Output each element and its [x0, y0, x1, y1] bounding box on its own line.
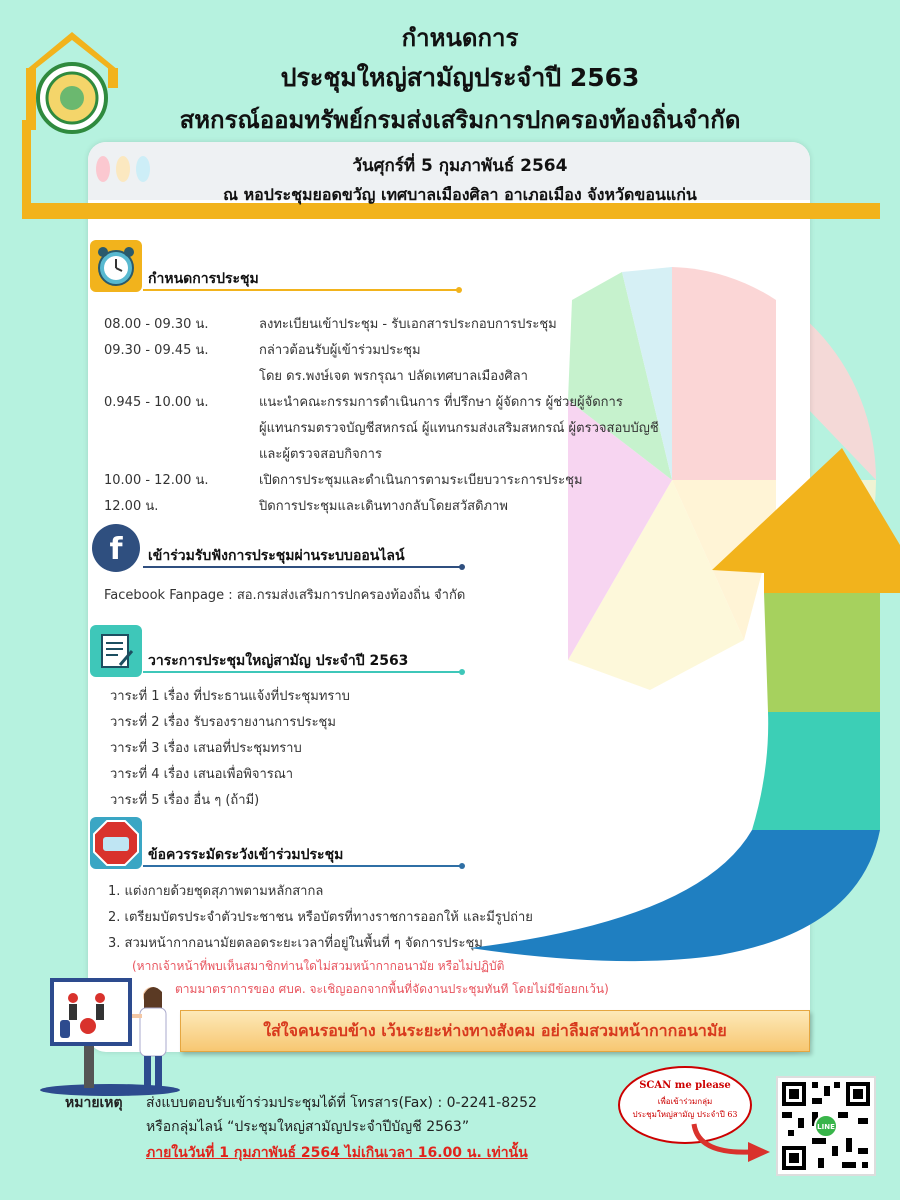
doctor-sign-illustration	[40, 976, 180, 1096]
footer-line-group: หรือกลุ่มไลน์ “ประชุมใหญ่สามัญประจำปีบัญชี 2563”	[146, 1119, 470, 1135]
schedule-row: 12.00 น. ปิดการประชุมและเดินทางกลับโดยสวัสดิภาพ	[104, 499, 508, 514]
line-group-qr-code[interactable]	[776, 1076, 876, 1176]
title-line-2: ประชุมใหญ่สามัญประจำปี 2563	[280, 63, 640, 92]
agenda-item: วาระที่ 3 เรื่อง เสนอที่ประชุมทราบ	[110, 741, 302, 756]
schedule-row: 10.00 - 12.00 น. เปิดการประชุมและดำเนินการตามระเบียบวาระการประชุม	[104, 473, 583, 488]
meeting-venue: ณ หอประชุมยอดขวัญ เทศบาลเมืองศิลา อาเภอเมือง จังหวัดขอนแก่น	[223, 185, 697, 204]
scan-sub-2: ประชุมใหญ่สามัญ ประจำปี 63	[632, 1110, 738, 1119]
schedule-row: โดย ดร.พงษ์เจต พรกรุณา ปลัดเทศบาลเมืองศิลา	[259, 369, 528, 384]
schedule-row: 08.00 - 09.30 น. ลงทะเบียนเข้าประชุม - รับเอกสารประกอบการประชุม	[104, 317, 557, 332]
arrow-to-qr-icon	[690, 1120, 780, 1170]
caution-item: 2. เตรียมบัตรประจำตัวประชาชน หรือบัตรที่ทางราชการออกให้ และมีรูปถ่าย	[108, 910, 533, 925]
agenda-item: วาระที่ 4 เรื่อง เสนอเพื่อพิจารณา	[110, 767, 294, 782]
schedule-row: และผู้ตรวจสอบกิจการ	[259, 447, 382, 462]
schedule-title: กำหนดการประชุม	[148, 271, 259, 287]
warning-line-1: (หากเจ้าหน้าที่พบเห็นสมาชิกท่านใดไม่สวมหน้ากากอนามัย หรือไม่ปฏิบัติ	[132, 959, 505, 973]
scan-sub-1: เพื่อเข้าร่วมกลุ่ม	[657, 1097, 713, 1106]
online-title: เข้าร่วมรับฟังการประชุมผ่านระบบออนไลน์	[148, 548, 405, 564]
meeting-date: วันศุกร์ที่ 5 กุมภาพันธ์ 2564	[352, 156, 568, 176]
caution-title: ข้อควรระมัดระวังเข้าร่วมประชุม	[148, 847, 344, 863]
caution-item: 3. สวมหน้ากากอนามัยตลอดระยะเวลาที่อยู่ในพื้นที่ ๆ จัดการประชุม	[108, 936, 483, 951]
agenda-title: วาระการประชุมใหญ่สามัญ ประจำปี 2563	[148, 653, 409, 669]
agenda-item: วาระที่ 2 เรื่อง รับรองรายงานการประชุม	[110, 715, 336, 730]
footer-label: หมายเหตุ	[65, 1095, 123, 1111]
line-badge: LINE	[817, 1123, 835, 1131]
schedule-row: ผู้แทนกรมตรวจบัญชีสหกรณ์ ผู้แทนกรมส่งเสริมสหกรณ์ ผู้ตรวจสอบบัญชี	[259, 421, 659, 436]
title-line-1: กำหนดการ	[401, 24, 519, 52]
svg-text:f: f	[109, 532, 123, 567]
footer-fax: ส่งแบบตอบรับเข้าร่วมประชุมได้ที่ โทรสาร(Fax) : 0-2241-8252	[146, 1095, 537, 1111]
agenda-item: วาระที่ 5 เรื่อง อื่น ๆ (ถ้ามี)	[110, 793, 260, 808]
agenda-item: วาระที่ 1 เรื่อง ที่ประธานแจ้งที่ประชุมทราบ	[110, 689, 350, 704]
safety-banner: ใส่ใจคนรอบข้าง เว้นระยะห่างทางสังคม อย่าลืมสวมหน้ากากอนามัย	[180, 1010, 810, 1052]
facebook-fanpage-text: Facebook Fanpage : สอ.กรมส่งเสริมการปกครองท้องถิ่น จำกัด	[104, 588, 466, 603]
warning-line-2: ตามมาตราการของ ศบค. จะเชิญออกจากพื้นที่จัดงานประชุมทันที โดยไม่มีข้อยกเว้น)	[175, 982, 609, 996]
schedule-row: 09.30 - 09.45 น. กล่าวต้อนรับผู้เข้าร่วมประชุม	[104, 343, 421, 358]
caution-item: 1. แต่งกายด้วยชุดสุภาพตามหลักสากล	[108, 884, 324, 899]
qr-code-icon	[778, 1078, 874, 1174]
scan-title: SCAN me please	[639, 1080, 731, 1091]
title-line-3: สหกรณ์ออมทรัพย์กรมส่งเสริมการปกครองท้องถิ่นจำกัด	[179, 106, 741, 134]
footer-deadline: ภายในวันที่ 1 กุมภาพันธ์ 2564 ไม่เกินเวลา 16.00 น. เท่านั้น	[146, 1145, 528, 1161]
schedule-row: 0.945 - 10.00 น. แนะนำคณะกรรมการดำเนินการ ที่ปรึกษา ผู้จัดการ ผู้ช่วยผู้จัดการ	[104, 395, 623, 410]
